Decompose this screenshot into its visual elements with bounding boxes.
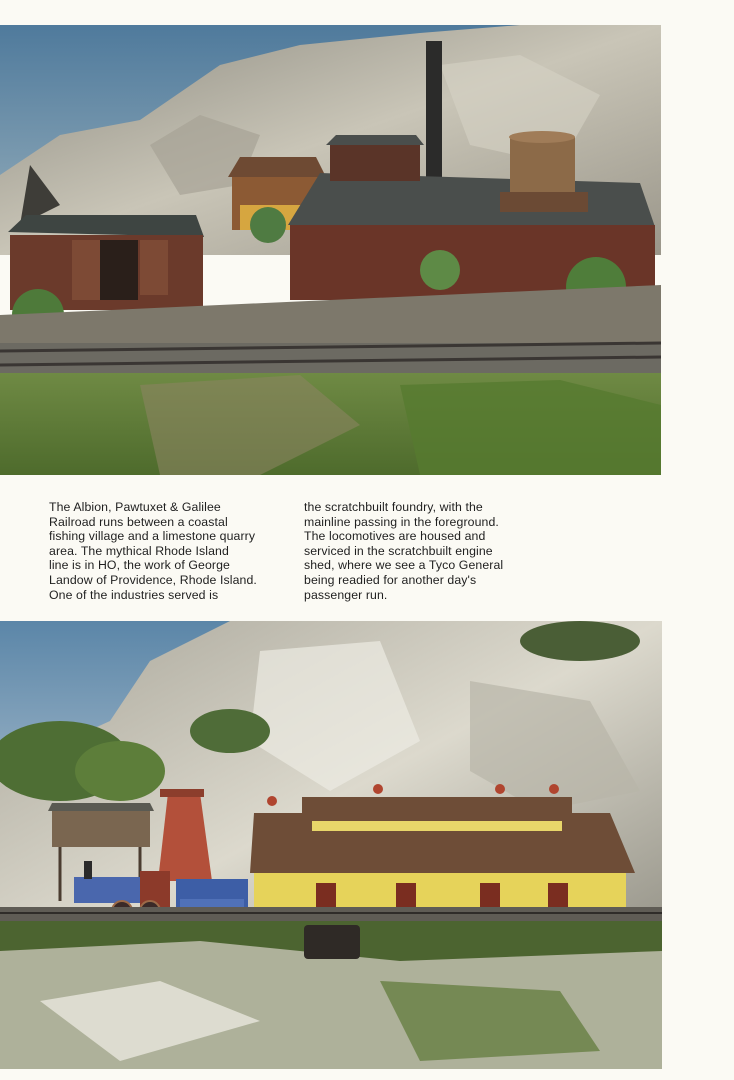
caption-column-right: the scratchbuilt foundry, with the mainline passing in the foreground. The locomotives are housed and serviced in the scratchbuilt engine shed, where we see a Tyco General being readied for another day's passenger run. — [304, 500, 504, 602]
engine-track — [0, 907, 662, 923]
engine-shed-photo — [0, 621, 662, 1069]
coaling-tower — [52, 809, 150, 847]
water-tank — [510, 137, 575, 192]
caption-column-left: The Albion, Pawtuxet & Galilee Railroad runs between a coastal fishing village and a limestone quarry area. The mythical Rhode Island line is in HO, the work of George Landow of Providence, Rhode Island. One of the industries served is — [49, 500, 257, 602]
locomotive-boiler — [74, 877, 146, 903]
smokestack — [426, 41, 442, 181]
foundry-scene — [0, 25, 661, 475]
foundry-photo — [0, 25, 661, 475]
engine-shed-scene — [0, 621, 662, 1069]
